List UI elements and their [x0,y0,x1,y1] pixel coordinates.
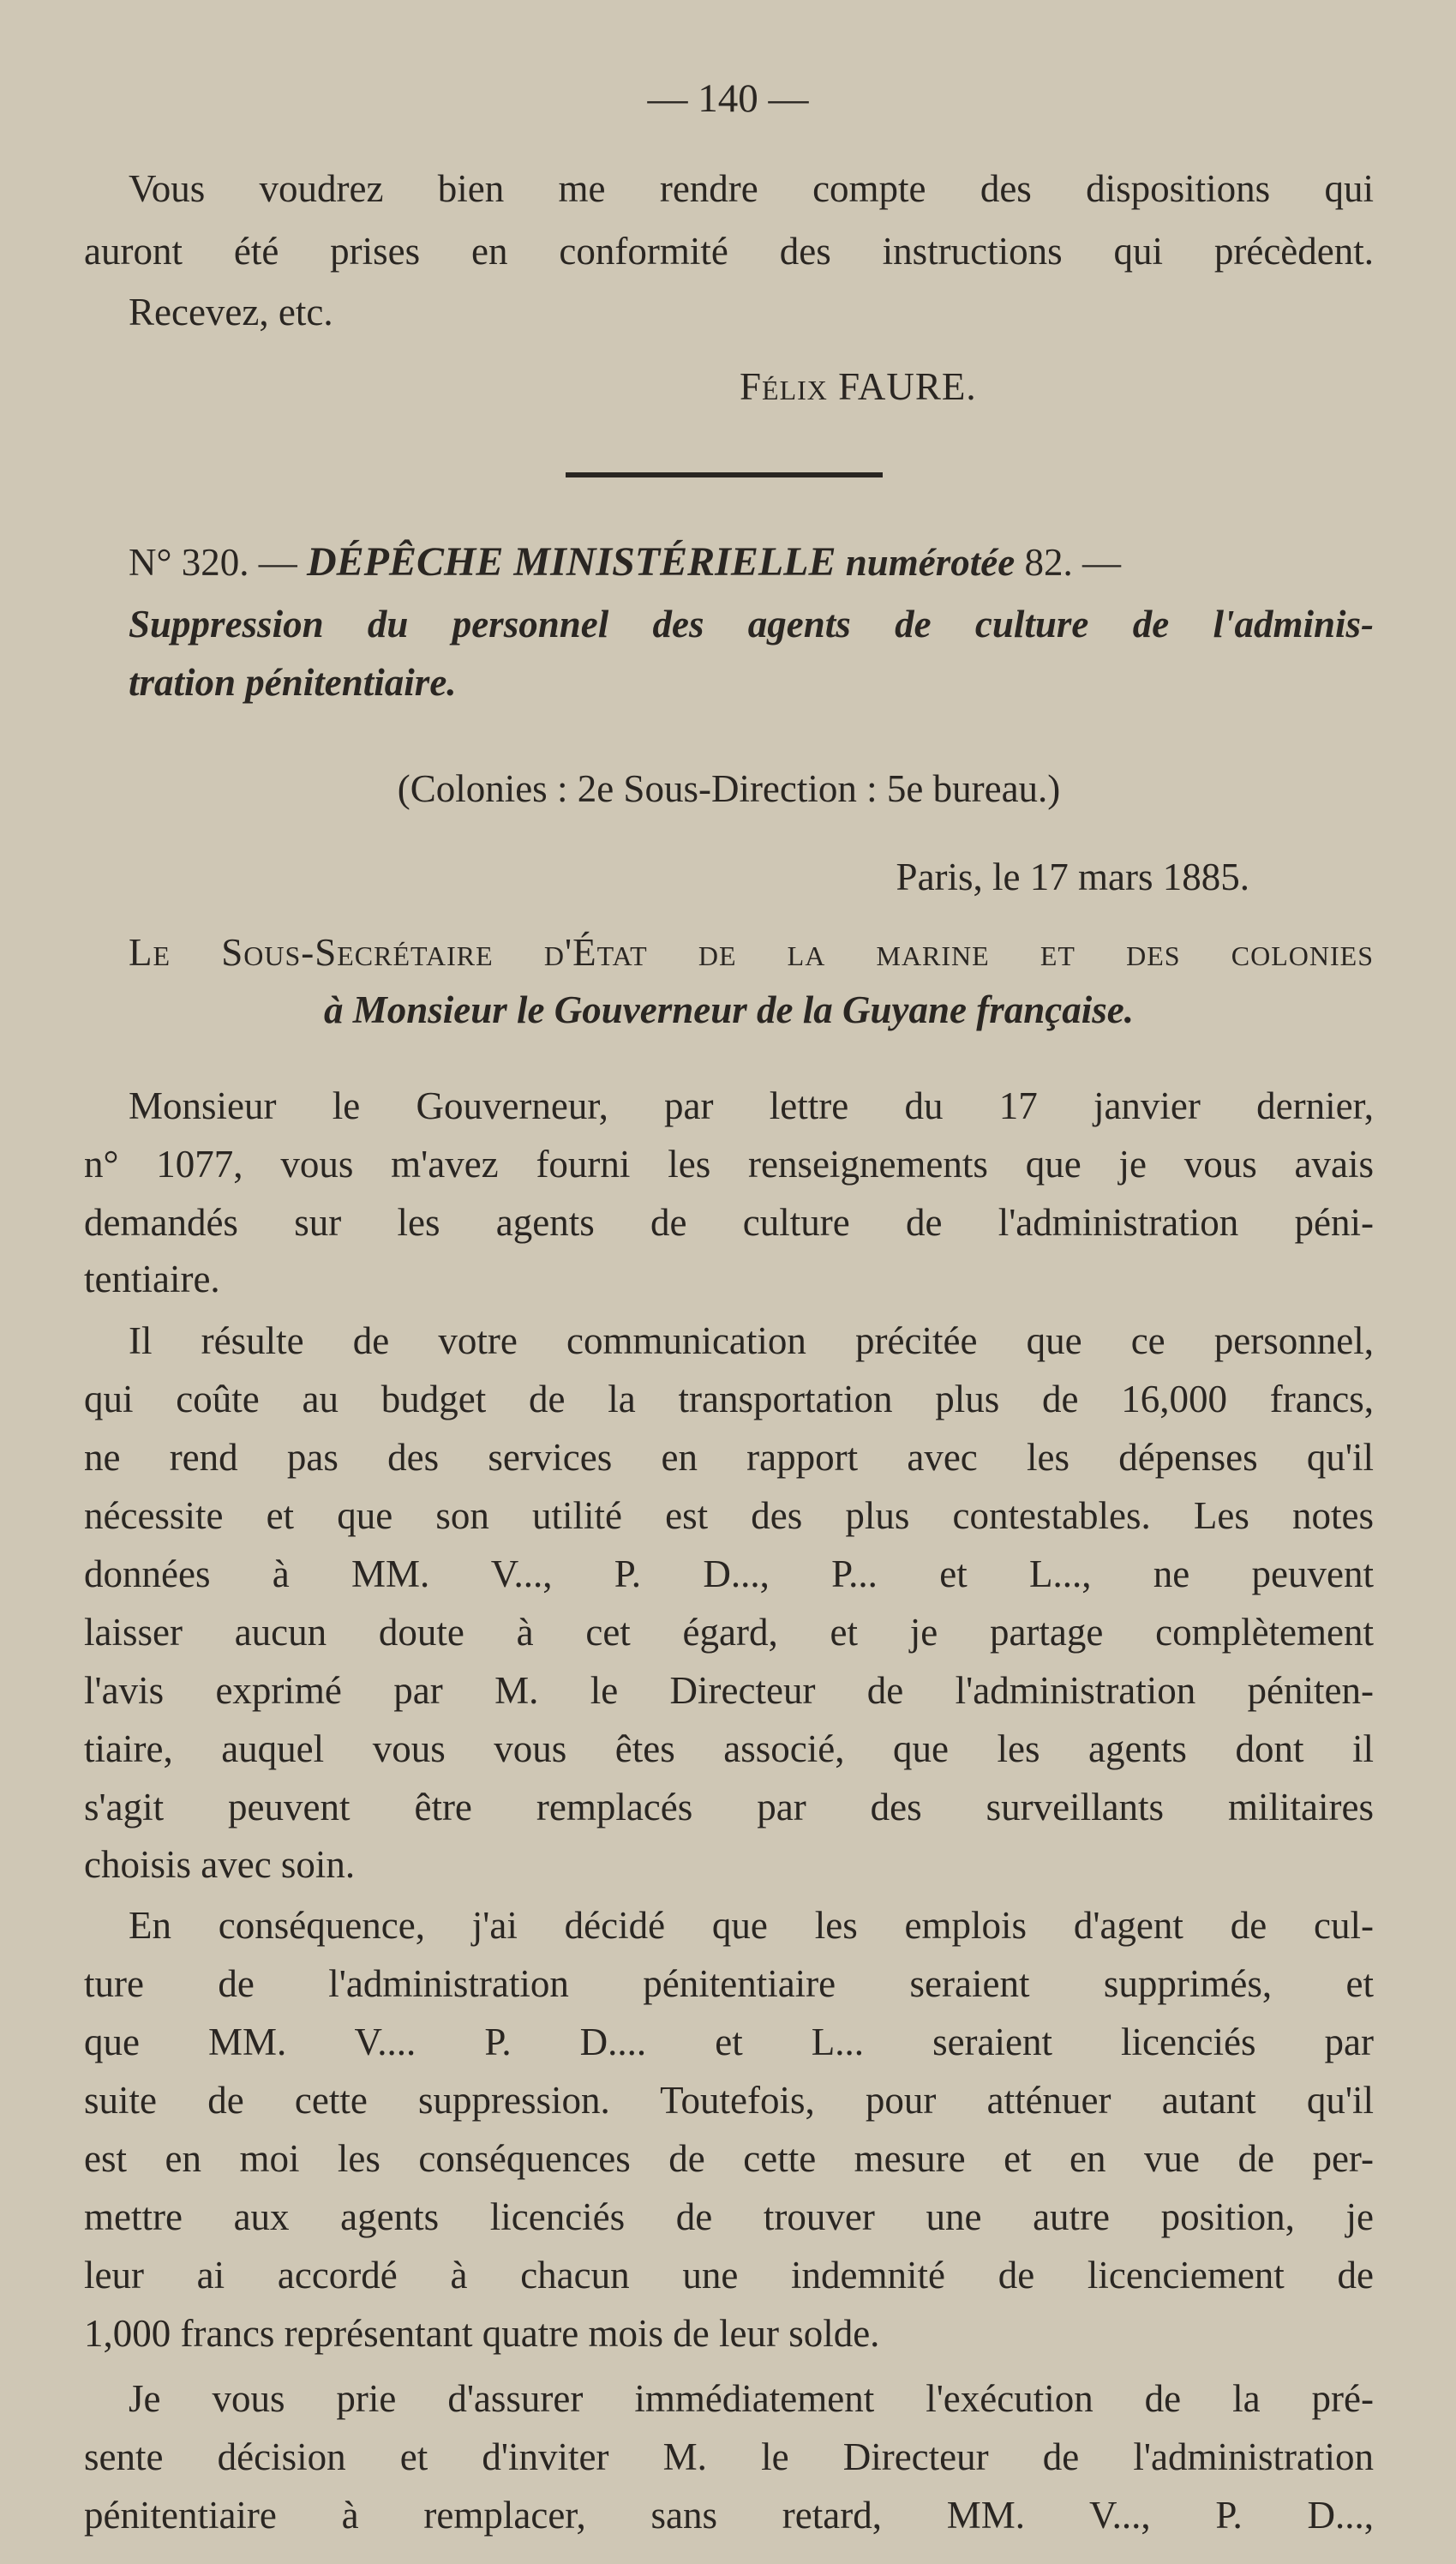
dispatch-number: N° 320. — [129,541,297,584]
text-line: l'avis exprimé par M. le Directeur de l'administration péniten- [84,1669,1374,1712]
text-line: tentiaire. [84,1258,220,1300]
bureau-line: (Colonies : 2e Sous-Direction : 5e bureau.) [397,767,1061,810]
text-line: En conséquence, j'ai décidé que les emplois d'agent de cul- [129,1904,1374,1947]
text-line: n° 1077, vous m'avez fourni les renseignements que je vous avais [84,1143,1374,1186]
text-line: Vous voudrez bien me rendre compte des dispositions qui [129,167,1374,210]
text-line: tiaire, auquel vous vous êtes associé, que les agents dont il [84,1727,1374,1770]
text-line: suite de cette suppression. Toutefois, pour atténuer autant qu'il [84,2079,1374,2122]
text-line: est en moi les conséquences de cette mesure et en vue de per- [84,2137,1374,2180]
text-line: Je vous prie d'assurer immédiatement l'exécution de la pré- [129,2377,1374,2420]
text-line: ture de l'administration pénitentiaire seraient supprimés, et [84,1962,1374,2005]
text-line: laisser aucun doute à cet égard, et je partage complètement [84,1611,1374,1654]
text-line: Il résulte de votre communication précitée que ce personnel, [129,1319,1374,1362]
text-line: pénitentiaire à remplacer, sans retard, MM. V..., P. D..., [84,2494,1374,2537]
section-divider [566,472,883,477]
text-line: données à MM. V..., P. D..., P... et L..., ne peuvent [84,1552,1374,1595]
text-line: mettre aux agents licenciés de trouver une autre position, je [84,2195,1374,2238]
text-line: s'agit peuvent être remplacés par des surveillants militaires [84,1786,1374,1828]
text-line: Monsieur le Gouverneur, par lettre du 17 janvier dernier, [129,1084,1374,1127]
subject-line: Suppression du personnel des agents de culture de l'adminis- [129,603,1374,646]
heading-line [84,538,1374,586]
text-line: ne rend pas des services en rapport avec les dépenses qu'il [84,1436,1374,1479]
text-line: que MM. V.... P. D.... et L... seraient licenciés par [84,2021,1374,2063]
text-line: auront été prises en conformité des instructions qui précèdent. [84,230,1374,273]
closing-line: Recevez, etc. [129,291,333,333]
text-line: nécessite et que son utilité est des plus contestables. Les notes [84,1494,1374,1537]
text-line: qui coûte au budget de la transportation plus de 16,000 francs, [84,1378,1374,1420]
subject-line: tration pénitentiaire. [129,661,457,704]
text-line: choisis avec soin. [84,1843,356,1886]
dispatch-title: DÉPÊCHE MINISTÉRIELLE [307,539,836,585]
sender-line: Le Sous-Secrétaire d'État de la marine et des colonies [129,931,1374,974]
text-line: sente décision et d'inviter M. le Directeur de l'administration [84,2435,1374,2478]
dispatch-numbered-label: numérotée [845,541,1016,584]
text-line: demandés sur les agents de culture de l'administration péni- [84,1201,1374,1244]
recipient-line: à Monsieur le Gouverneur de la Guyane française. [323,988,1135,1031]
dispatch-number-value: 82. — [1024,541,1121,584]
text-line: leur ai accordé à chacun une indemnité de licenciement de [84,2254,1374,2297]
date-line: Paris, le 17 mars 1885. [896,856,1249,898]
page-number: — 140 — [647,76,809,121]
signature: Félix FAURE. [740,365,977,408]
text-line: 1,000 francs représentant quatre mois de leur solde. [84,2312,880,2355]
